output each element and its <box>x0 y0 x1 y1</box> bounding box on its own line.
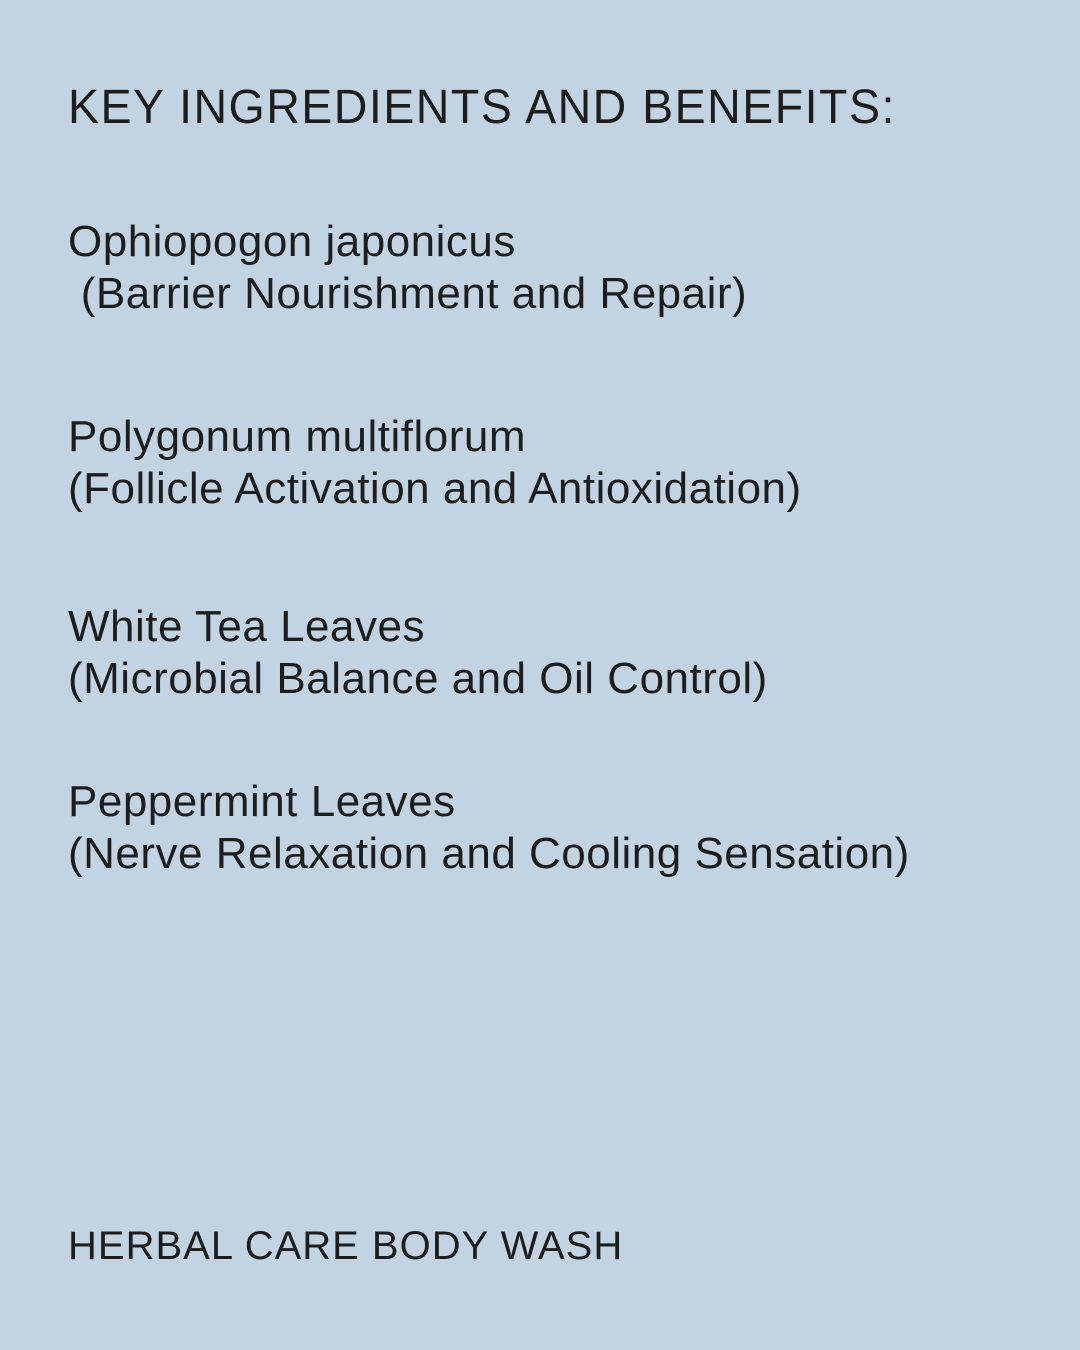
product-name: HERBAL CARE BODY WASH <box>68 1224 624 1268</box>
ingredient-benefit: (Nerve Relaxation and Cooling Sensation) <box>68 829 910 878</box>
ingredient-benefit: (Barrier Nourishment and Repair) <box>68 269 748 318</box>
ingredient-benefit: (Follicle Activation and Antioxidation) <box>68 464 802 513</box>
ingredient-name: Polygonum multiflorum <box>68 412 526 461</box>
ingredient-item <box>68 776 1040 880</box>
ingredient-name: Peppermint Leaves <box>68 777 456 826</box>
ingredient-item <box>68 216 1040 320</box>
ingredient-item <box>68 601 1040 705</box>
ingredient-item <box>68 411 1040 515</box>
ingredient-name: White Tea Leaves <box>68 602 425 651</box>
ingredient-benefit: (Microbial Balance and Oil Control) <box>68 654 768 703</box>
ingredient-name: Ophiopogon japonicus <box>68 217 516 266</box>
page-title: KEY INGREDIENTS AND BENEFITS: <box>68 81 896 134</box>
